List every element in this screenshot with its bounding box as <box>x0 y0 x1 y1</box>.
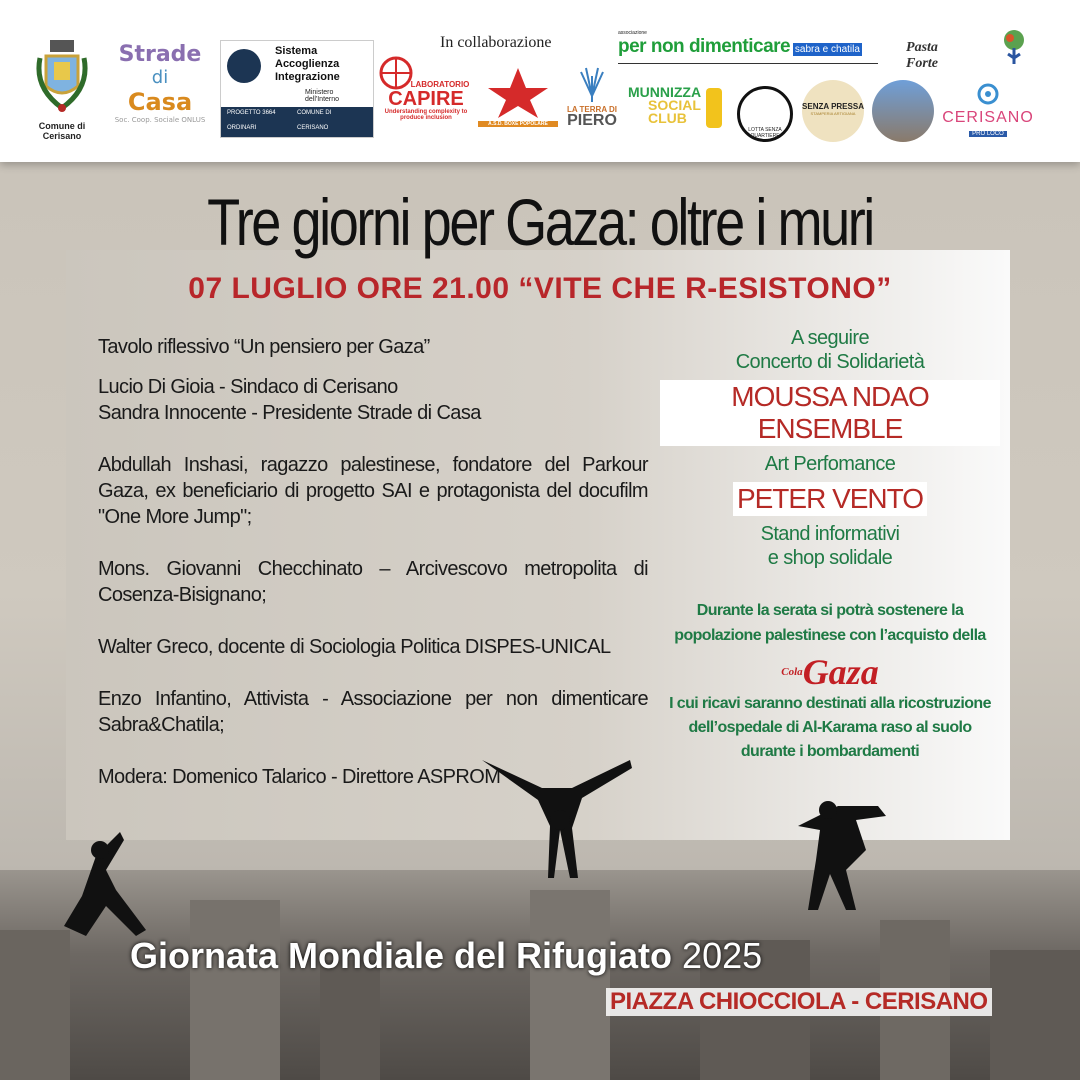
munnizza-line: MUNNIZZA <box>628 84 702 100</box>
proloco-main: CERISANO <box>942 109 1034 126</box>
strade-word: Strade <box>118 42 202 67</box>
concert-section <box>660 326 1000 764</box>
logo-proloco-cerisano <box>940 82 1036 138</box>
sai-comune-di: COMUNE DI <box>297 110 332 116</box>
munnizza-line: SOCIAL <box>648 97 701 113</box>
cola-gaza-logo <box>660 652 1000 692</box>
parkour-silhouette-left <box>40 828 150 948</box>
capire-line2: CAPIRE <box>388 88 464 110</box>
world-refugee-day <box>130 935 762 977</box>
boxe-label: A.S.D. BOXE POPOLARE <box>478 121 558 127</box>
strade-sub: Soc. Coop. Sociale ONLUS <box>114 116 206 124</box>
capire-line3: Understanding complexity to produce inclusion <box>384 109 468 121</box>
di-word: di <box>151 67 169 88</box>
logo-strade-di-casa <box>110 42 210 124</box>
proloco-sub: PRO LOCO <box>969 131 1007 137</box>
sai-progetto: PROGETTO 3664 <box>227 110 276 116</box>
logo-comune-cerisano <box>22 38 102 141</box>
sai-line: Sistema <box>275 45 318 57</box>
senzapressa-sub: STAMPERIA ARTIGIANA <box>810 111 856 116</box>
tree-person-icon <box>998 28 1030 68</box>
water-splash-icon <box>577 66 607 102</box>
parkour-silhouette-center <box>482 750 632 880</box>
munnizza-line: CLUB <box>648 110 687 126</box>
proceeds-text: I cui ricavi saranno destinati alla ricostruzione dell’ospedale di Al-Karama raso al suolo durante i bombardamenti <box>669 695 991 760</box>
collaboration-label: In collaborazione <box>440 34 552 51</box>
lotta-label: LOTTA SENZA QUARTIERE <box>748 127 782 139</box>
sai-line: Integrazione <box>275 71 340 83</box>
logo-sai <box>220 40 374 138</box>
speaker: Lucio Di Gioia - Sindaco di Cerisano <box>98 376 398 398</box>
sai-cerisano: CERISANO <box>297 125 329 131</box>
logo-senza-pressa <box>802 80 864 142</box>
parkour-silhouette-right <box>788 796 888 911</box>
coat-of-arms-icon <box>32 38 92 118</box>
speaker: Walter Greco, docente di Sociologia Politica DISPES-UNICAL <box>98 636 611 658</box>
support-text: Durante la serata si potrà sostenere la popolazione palestinese con l’acquisto della <box>674 602 986 644</box>
moderator: Modera: Domenico Talarico - Direttore ASPROM <box>98 766 501 788</box>
senzapressa-main: SENZA PRESSA <box>802 102 864 111</box>
cola-main: Gaza <box>802 652 879 692</box>
giornata-label: Giornata Mondiale del Rifugiato <box>130 935 673 976</box>
logo-per-non-dimenticare <box>618 30 878 64</box>
speaker: Mons. Giovanni Checchinato – Arcivescovo metropolita di Cosenza-Bisignano; <box>98 558 648 606</box>
ministero-label: Ministero dell'Interno <box>305 89 340 103</box>
speaker: Abdullah Inshasi, ragazzo palestinese, fondatore del Parkour Gaza, ex beneficiario di progetto SAI e protagonista del docufilm "One More Jump"; <box>98 454 648 528</box>
band-name: MOUSSA NDAO ENSEMBLE <box>660 380 1000 446</box>
logo-tree-figure <box>996 28 1032 71</box>
round-table-heading: Tavolo riflessivo “Un pensiero per Gaza” <box>98 336 430 358</box>
sai-line: Accoglienza <box>275 58 340 70</box>
sponsor-logo-bar <box>0 0 1080 162</box>
star-icon <box>488 68 548 118</box>
pnd-small: associazione <box>618 30 647 36</box>
event-subtitle: 07 LUGLIO ORE 21.00 “VITE CHE R-ESISTONO” <box>188 272 892 305</box>
capire-line1: LABORATORIO <box>410 80 470 89</box>
round-table-section <box>98 334 648 816</box>
location-label: PIAZZA CHIOCCIOLA - CERISANO <box>606 988 992 1016</box>
page-title: Tre giorni per Gaza: oltre i muri <box>207 185 873 259</box>
sai-ordinari: ORDINARI <box>227 125 257 131</box>
spiral-icon <box>976 82 1000 106</box>
cola-small: Cola <box>781 666 803 678</box>
logo-pasta-forte: Pasta Forte <box>906 40 938 71</box>
casa-word: Casa <box>127 88 193 116</box>
logo-boxe-popolare <box>478 68 558 127</box>
speaker: Sandra Innocente - Presidente Strade di Casa <box>98 402 481 424</box>
pnd-tag: sabra e chatila <box>794 44 860 55</box>
art-label: Art Perfomance <box>764 453 896 475</box>
concert-label: Concerto di Solidarietà <box>735 351 925 373</box>
logo-lotta-senza-quartiere <box>737 86 793 142</box>
logo-munnizza <box>628 86 728 125</box>
terra-line2: PIERO <box>567 112 617 129</box>
pnd-main: per non dimenticare <box>618 36 791 57</box>
terra-line1: LA TERRA DI <box>566 105 618 114</box>
logo-laboratorio-capire <box>378 56 474 121</box>
stand-line: Stand informativi <box>760 523 900 545</box>
artist-name: PETER VENTO <box>733 482 927 516</box>
year-label: 2025 <box>682 935 763 976</box>
globe-hands-icon <box>378 56 414 90</box>
logo-church-photo <box>872 80 934 142</box>
logo-terra-di-piero <box>562 66 622 128</box>
stand-line: e shop solidale <box>767 547 893 569</box>
speaker: Enzo Infantino, Attivista - Associazione per non dimenticare Sabra&Chatila; <box>98 688 648 736</box>
a-seguire: A seguire <box>791 327 869 349</box>
comune-label: Comune di Cerisano <box>38 121 86 141</box>
